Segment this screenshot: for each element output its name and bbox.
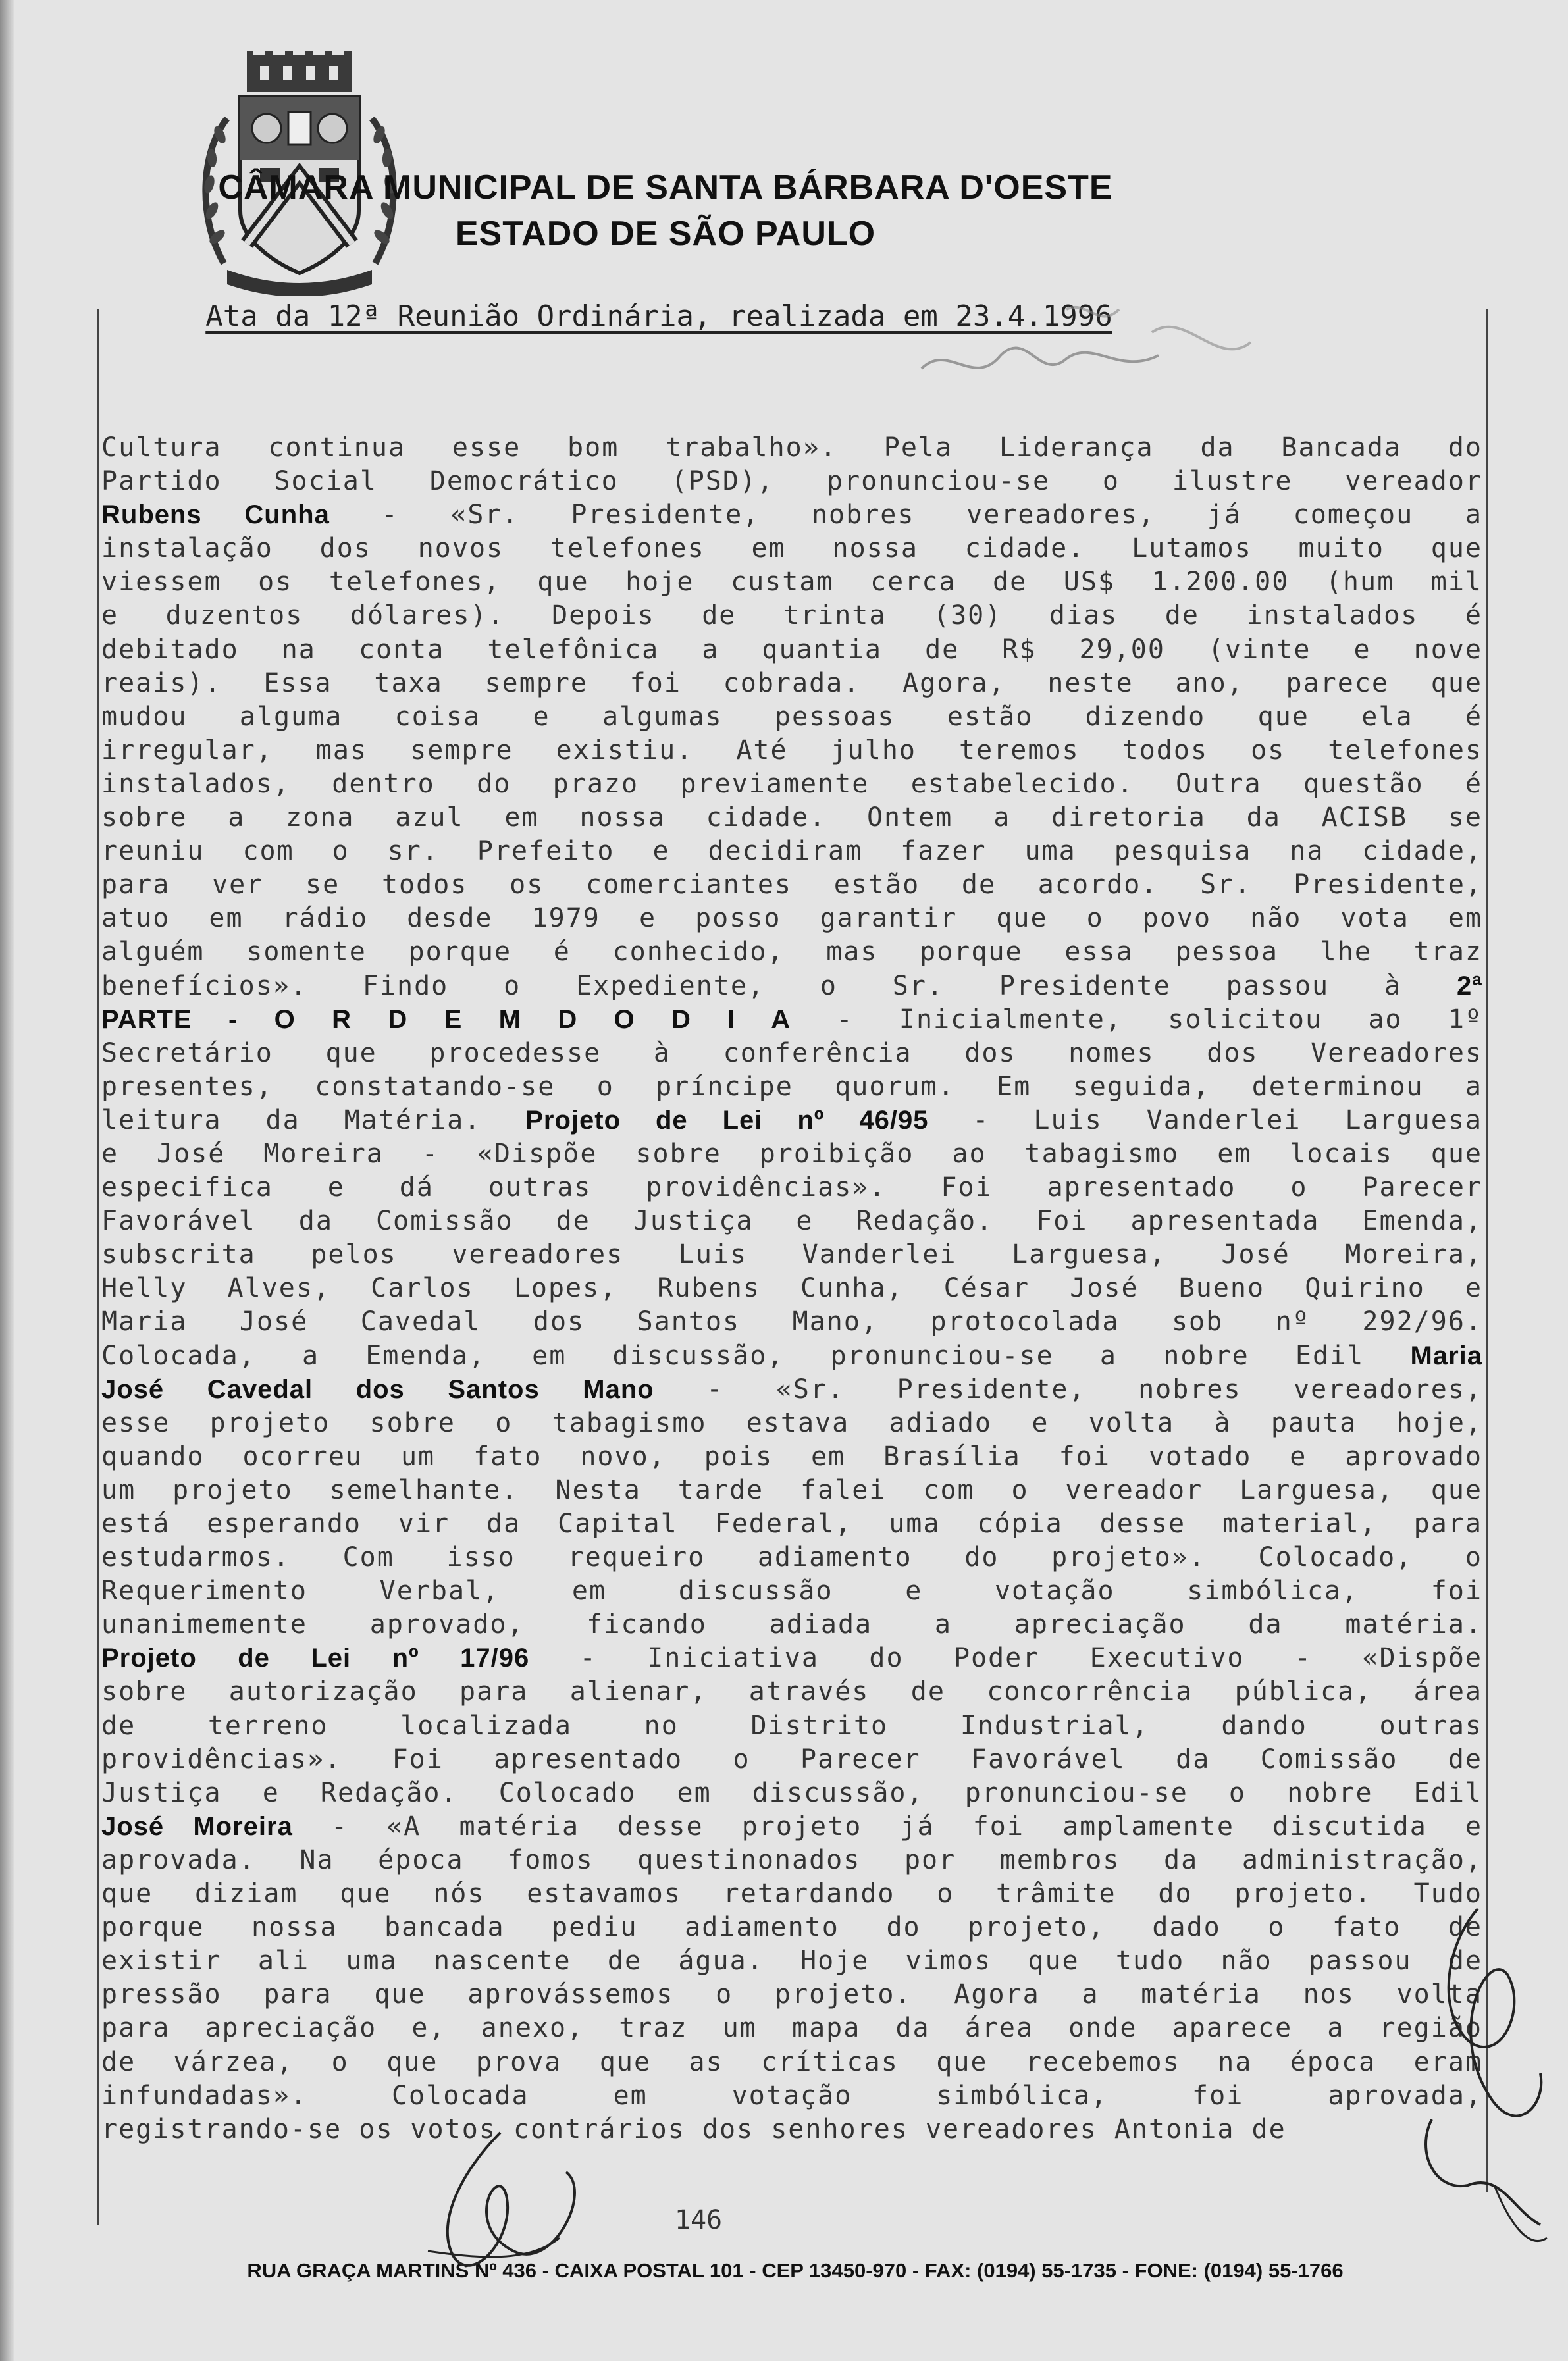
text-run: um projeto semelhante. Nesta tarde falei com o vereador Larguesa, que (101, 1474, 1482, 1505)
text-line (101, 2079, 1482, 2113)
text-run: atuo em rádio desde 1979 e posso garantir que o povo não vota em (101, 903, 1482, 934)
text-run: que diziam que nós estavamos retardando o trâmite do projeto. Tudo (101, 1879, 1482, 1909)
text-run: Justiça e Redação. Colocado em discussão, pronunciou-se o nobre Edil (101, 1777, 1482, 1808)
text-run: está esperando vir da Capital Federal, uma cópia desse material, para (101, 1509, 1482, 1539)
text-line (101, 599, 1482, 633)
text-line (101, 1709, 1482, 1743)
text-line (101, 1944, 1482, 1978)
text-run: e José Moreira - «Dispõe sobre proibição ao tabagismo em locais que (101, 1138, 1482, 1169)
text-run: alguém somente porque é conhecido, mas porque essa pessoa lhe traz (101, 937, 1482, 968)
text-run: leitura da Matéria. (101, 1104, 526, 1135)
text-line (101, 1305, 1482, 1339)
text-run: para apreciação e, anexo, traz um mapa da área onde aparece a região (101, 2013, 1482, 2044)
text-run: unanimemente aprovado, ficando adiada a apreciação da matéria. (101, 1609, 1482, 1640)
page-number: 146 (674, 2205, 723, 2235)
text-run: Requerimento Verbal, em discussão e votação simbólica, foi (101, 1576, 1482, 1607)
text-line (101, 667, 1482, 700)
text-run: de terreno localizada no Distrito Industrial, dando outras (101, 1710, 1482, 1741)
text-run: esse projeto sobre o tabagismo estava adiado e volta à pauta hoje, (101, 1407, 1482, 1438)
text-line (101, 1777, 1482, 1810)
institution-name: CÂMARA MUNICIPAL DE SANTA BÁRBARA D'OESTE (218, 169, 1113, 207)
text-run: debitado na conta telefônica a quantia de R$ 29,00 (vinte e nove (101, 634, 1482, 665)
text-run: quando ocorreu um fato novo, pois em Brasília foi votado e aprovado (101, 1441, 1482, 1472)
text-line (101, 1978, 1482, 2011)
text-run: reuniu com o sr. Prefeito e decidiram fazer uma pesquisa na cidade, (101, 836, 1482, 867)
text-line (101, 1205, 1482, 1238)
text-line (101, 1238, 1482, 1272)
text-line (101, 1373, 1482, 1407)
text-line (101, 1877, 1482, 1911)
meeting-title: Ata da 12ª Reunião Ordinária, realizada em 23.4.1996 (205, 299, 1112, 333)
text-line (101, 1407, 1482, 1440)
text-line (101, 935, 1482, 969)
text-run: benefícios». Findo o Expediente, o Sr. Presidente passou à (101, 970, 1457, 1001)
text-run: de várzea, o que prova que as críticas que recebemos na época eram (101, 2046, 1482, 2077)
minutes-body-text (101, 431, 1482, 2146)
text-line (101, 1171, 1482, 1205)
text-run: - «Sr. Presidente, nobres vereadores, (654, 1374, 1482, 1405)
text-line (101, 532, 1482, 565)
text-line (101, 2046, 1482, 2079)
text-line (101, 1743, 1482, 1777)
text-run: reais). Essa taxa sempre foi cobrada. Agora, neste ano, parece que (101, 667, 1482, 698)
text-line (101, 1104, 1482, 1137)
text-run: viessem os telefones, que hoje custam cerca de US$ 1.200.00 (hum mil (101, 567, 1482, 598)
text-run: registrando-se os votos contrários dos senhores vereadores Antonia de (101, 2114, 1286, 2144)
text-run: providências». Foi apresentado o Parecer Favorável da Comissão de (101, 1744, 1482, 1775)
text-line (101, 767, 1482, 801)
text-run: - «A matéria desse projeto já foi amplamente discutida e (292, 1811, 1482, 1842)
text-line (101, 465, 1482, 498)
text-run: porque nossa bancada pediu adiamento do projeto, dado o fato de (101, 1912, 1482, 1943)
text-run: - «Sr. Presidente, nobres vereadores, já começou a (329, 500, 1482, 531)
text-line (101, 868, 1482, 902)
text-line (101, 1844, 1482, 1877)
text-run: - Luis Vanderlei Larguesa (928, 1104, 1482, 1135)
text-run: Partido Social Democrático (PSD), pronunciou-se o ilustre vereador (101, 466, 1482, 497)
text-run: Cultura continua esse bom trabalho». Pela Liderança da Bancada do (101, 432, 1482, 463)
text-line (101, 1474, 1482, 1507)
text-line (101, 1272, 1482, 1305)
text-line (101, 801, 1482, 835)
bold-text-run: José Moreira (101, 1811, 293, 1841)
bold-text-run: Rubens Cunha (101, 500, 330, 530)
text-run: Secretário que procedesse à conferência dos nomes dos Vereadores (101, 1037, 1482, 1068)
text-run: subscrita pelos vereadores Luis Vanderlei Larguesa, José Moreira, (101, 1239, 1482, 1270)
text-line (101, 1037, 1482, 1070)
text-run: Favorável da Comissão de Justiça e Redação. Foi apresentada Emenda, (101, 1206, 1482, 1237)
text-line (101, 1642, 1482, 1675)
text-run: sobre a zona azul em nossa cidade. Ontem a diretoria da ACISB se (101, 802, 1482, 833)
text-line (101, 1339, 1482, 1373)
bold-text-run: José Cavedal dos Santos Mano (101, 1374, 654, 1404)
text-line (101, 1507, 1482, 1541)
text-line (101, 2113, 1482, 2146)
text-line (101, 565, 1482, 599)
page-edge-shadow (0, 0, 14, 2361)
text-run: Helly Alves, Carlos Lopes, Rubens Cunha, César José Bueno Quirino e (101, 1273, 1482, 1304)
text-line (101, 902, 1482, 935)
text-run: instalados, dentro do prazo previamente estabelecido. Outra questão é (101, 768, 1482, 799)
text-line (101, 700, 1482, 734)
text-line (101, 835, 1482, 868)
bold-text-run: 2ª (1456, 971, 1482, 1000)
text-line (101, 1137, 1482, 1171)
text-line (101, 1911, 1482, 1944)
text-line (101, 1003, 1482, 1037)
text-line (101, 498, 1482, 532)
text-line (101, 2011, 1482, 2045)
text-line (101, 970, 1482, 1003)
text-line (101, 1070, 1482, 1104)
bold-text-run: Maria (1410, 1341, 1482, 1370)
text-run: para ver se todos os comerciantes estão de acordo. Sr. Presidente, (101, 869, 1482, 900)
text-run: instalação dos novos telefones em nossa cidade. Lutamos muito que (101, 533, 1482, 564)
text-line (101, 1608, 1482, 1642)
text-run: mudou alguma coisa e algumas pessoas estão dizendo que ela é (101, 701, 1482, 732)
text-line (101, 1541, 1482, 1574)
text-run: pressão para que aprovássemos o projeto. Agora a matéria nos volta (101, 1979, 1482, 2010)
text-line (101, 431, 1482, 465)
text-run: estudarmos. Com isso requeiro adiamento do projeto». Colocado, o (101, 1542, 1482, 1573)
text-run: - Inicialmente, solicitou ao 1º (791, 1004, 1482, 1035)
text-line (101, 1675, 1482, 1709)
text-run: e duzentos dólares). Depois de trinta (30) dias de instalados é (101, 600, 1482, 631)
text-run: especifica e dá outras providências». Foi apresentado o Parecer (101, 1172, 1482, 1203)
left-margin-rule (97, 309, 99, 2225)
text-run: presentes, constatando-se o príncipe quorum. Em seguida, determinou a (101, 1071, 1482, 1102)
text-line (101, 1440, 1482, 1474)
text-run: - Iniciativa do Poder Executivo - «Dispõe (529, 1643, 1482, 1674)
bold-text-run: Projeto de Lei nº 46/95 (525, 1105, 929, 1135)
text-line (101, 734, 1482, 767)
text-run: sobre autorização para alienar, através de concorrência pública, área (101, 1676, 1482, 1707)
text-run: irregular, mas sempre existiu. Até julho teremos todos os telefones (101, 735, 1482, 765)
text-run: Maria José Cavedal dos Santos Mano, protocolada sob nº 292/96. (101, 1307, 1482, 1337)
bold-text-run: Projeto de Lei nº 17/96 (101, 1644, 530, 1673)
footer-address: RUA GRAÇA MARTINS Nº 436 - CAIXA POSTAL 101 - CEP 13450-970 - FAX: (0194) 55-1735 - FONE: (0194) 55-1766 (247, 2259, 1344, 2282)
text-line (101, 1574, 1482, 1608)
text-run: Colocada, a Emenda, em discussão, pronunciou-se a nobre Edil (101, 1340, 1411, 1371)
text-run: aprovada. Na época fomos questinonados por membros da administração, (101, 1844, 1482, 1875)
right-margin-rule (1486, 309, 1488, 2192)
state-name: ESTADO DE SÃO PAULO (455, 215, 876, 253)
text-line (101, 633, 1482, 667)
text-run: infundadas». Colocada em votação simbólica, foi aprovada, (101, 2080, 1482, 2111)
bold-text-run: PARTE - O R D E M D O D I A (101, 1004, 791, 1034)
text-line (101, 1810, 1482, 1844)
text-run: existir ali uma nascente de água. Hoje vimos que tudo não passou de (101, 1946, 1482, 1977)
